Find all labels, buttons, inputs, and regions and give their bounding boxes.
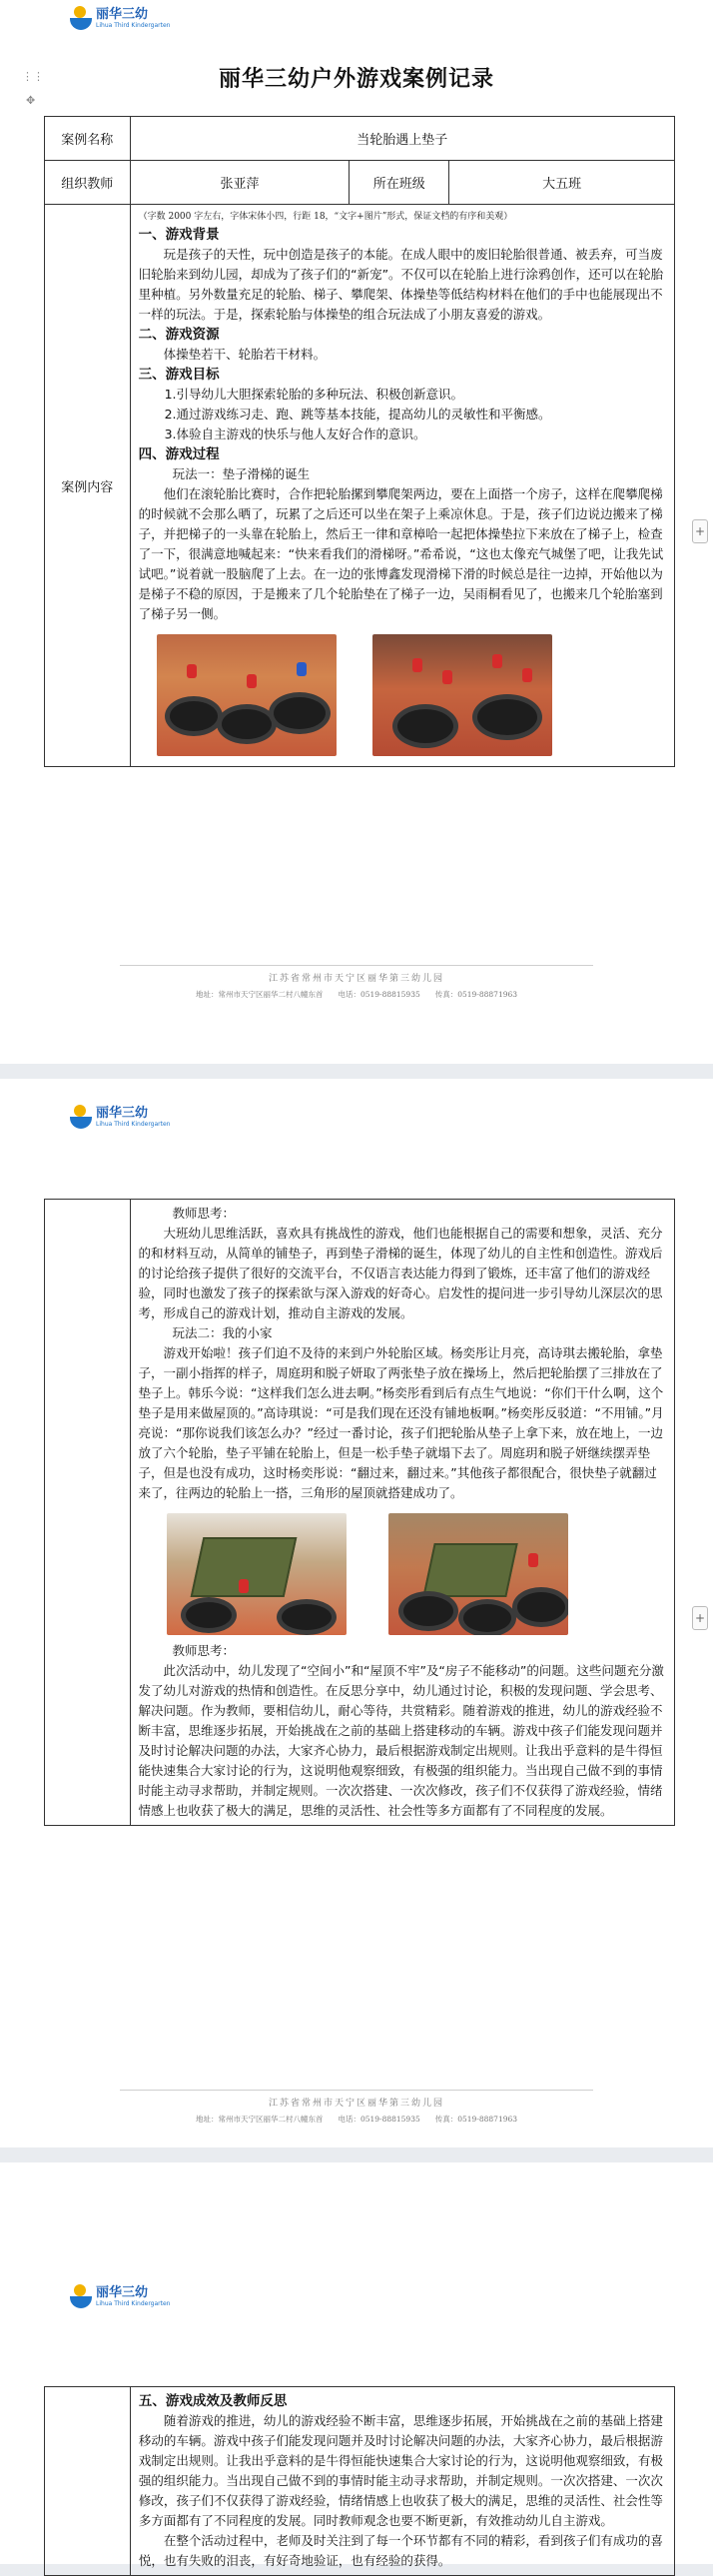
subheading: 玩法二：我的小家 xyxy=(172,1325,273,1340)
paragraph: 大班幼儿思维活跃，喜欢具有挑战性的游戏，他们也能根据自己的需要和想象，灵活、充分的和材料互动，从简单的铺垫子，再到垫子滑梯的诞生，体现了幼儿的自主性和创造性。游戏后的讨论给孩子提供了很好的交流平台，不仅语言表达能力得到了锻炼，还丰富了他们的游戏经验，同时也激发了孩子的探索欲与深入游戏的好奇心。启发性的提问进一步引导幼儿深层次的思考，形成自己的游戏计划，推动自主游戏的发展。 xyxy=(138,1226,663,1320)
teacher-value[interactable]: 张亚萍 xyxy=(130,161,350,205)
school-logo xyxy=(70,2284,170,2310)
paragraph: 玩是孩子的天性，玩中创造是孩子的本能。在成人眼中的废旧轮胎很普通、被丢弃，可当废旧轮胎来到幼儿园，却成为了孩子们的“新宠”。不仅可以在轮胎上进行涂鸦创作，还可以在轮胎里种植。另外数量充足的轮胎、梯子、攀爬架、体操垫等低结构材料在他们的手中也能展现出不一样的玩法。于是，探索轮胎与体操垫的组合玩法成了小朋友喜爱的游戏。 xyxy=(138,247,664,322)
section-heading: 二、游戏资源 xyxy=(138,327,220,343)
page-footer xyxy=(0,2096,713,2125)
photo-row xyxy=(139,1503,668,1641)
content-cell[interactable] xyxy=(130,1200,674,1826)
subheading: 教师思考： xyxy=(172,1643,236,1658)
label-cell-empty xyxy=(45,1200,131,1826)
logo-name: 丽华三幼 xyxy=(96,1106,149,1121)
document-page-2 xyxy=(0,1079,713,2147)
footer-school: 江苏省常州市天宁区丽华第三幼儿园 xyxy=(268,2099,444,2109)
document-page-3 xyxy=(0,2162,713,2568)
photo-mat-roof-1 xyxy=(167,1513,347,1635)
logo-icon xyxy=(70,1105,92,1131)
photo-tire-slide-1 xyxy=(157,634,337,756)
paragraph: 此次活动中，幼儿发现了“空间小”和“屋顶不牢”及“房子不能移动”的问题。这些问题充分激发了幼儿对游戏的热情和创造性。在反思分享中，幼儿通过讨论，积极的发现问题、学会思考、解决问题。作为教师，要相信幼儿，耐心等待，共赏精彩。随着游戏的推进，幼儿的游戏经验不断丰富，思维逐步拓展，开始挑战在之前的基础上搭建移动的车辆。游戏中孩子们能发现问题并及时讨论解决问题的办法，大家齐心协力，最后根据游戏制定出规则。让我出乎意料的是牛得恒能快速集合大家讨论的行为，这说明他观察细致，有极强的组织能力。当出现自己做不到的事情时能主动寻求帮助，并制定规则。一次次搭建、一次次修改，孩子们不仅获得了游戏经验，情绪情感上也收获了极大的满足，思维的灵活性、社会性等多方面都有了不同程度的发展。 xyxy=(138,1663,664,1818)
add-row-icon[interactable]: + xyxy=(692,1606,708,1630)
photo-mat-roof-2 xyxy=(388,1513,568,1635)
school-logo xyxy=(70,6,170,32)
document-page-1 xyxy=(0,0,713,1064)
label-cell-empty xyxy=(45,2387,131,2576)
logo-icon xyxy=(70,6,92,32)
paragraph: 在整个活动过程中，老师及时关注到了每一个环节都有不同的精彩，看到孩子们有成功的喜悦，也有失败的泪丧，有好奇地验证，也有经验的获得。 xyxy=(138,2533,663,2568)
paragraph: 他们在滚轮胎比赛时，合作把轮胎摞到攀爬架两边，要在上面搭一个房子，这样在爬攀爬梯的时候就不会那么晒了，玩累了之后还可以坐在架子上乘凉休息。于是，孩子们边说边搬来了梯子，并把梯子的一头靠在轮胎上，然后王一律和章樟哈一起把体操垫拉下来放在了梯子上，检查了一下，很满意地喊起来：“快来看我们的滑梯呀。”希希说，“这也太像充气城堡了吧，让我先试试吧。”说着就一股脑爬了上去。在一边的张博鑫发现滑梯下滑的时候总是往一边掉，开始他以为是梯子不稳的原因，于是搬来了几个轮胎垫在了梯子一边，吴雨桐看见了，也搬来几个轮胎塞到了梯子另一侧。 xyxy=(138,486,664,621)
section-heading: 五、游戏成效及教师反思 xyxy=(138,2393,288,2409)
format-note: （字数 2000 字左右，字体宋体小四，行距 18，“文字+图片”形式，保证文档的有序和美观） xyxy=(138,212,513,222)
logo-subtitle: Lihua Third Kindergarten xyxy=(96,22,171,29)
record-table-continued xyxy=(44,2386,675,2576)
page-footer xyxy=(0,971,713,1000)
teacher-label: 组织教师 xyxy=(45,161,131,205)
case-name-label: 案例名称 xyxy=(45,117,131,161)
footer-school: 江苏省常州市天宁区丽华第三幼儿园 xyxy=(268,974,444,984)
page-title: 丽华三幼户外游戏案例记录 xyxy=(218,67,494,92)
paragraph: 游戏开始啦！孩子们迫不及待的来到户外轮胎区域。杨奕彤让月亮，高诗琪去搬轮胎，拿垫子，一副小指挥的样子，周庭玥和脱子妍取了两张垫子放在操场上，然后把轮胎摆了三排放在了垫子上。韩乐今说：“这样我们怎么进去啊。”杨奕彤看到后有点生气地说：“你们干什么啊，这个垫子是用来做屋顶的。”高诗琪说：“可是我们现在还没有铺地板啊。”杨奕彤反驳道：“不用铺。”月亮说：“那你说我们该怎么办？”经过一番讨论，孩子们把轮胎从垫子上拿下来，放在地上，一边放了六个轮胎，垫子平铺在轮胎上，但是一松手垫子就塌下去了。周庭玥和脱子妍继续摆弄垫子，但是也没有成功，这时杨奕彤说：“翻过来，翻过来。”其他孩子都很配合，很快垫子就翻过来了，往两边的轮胎上一搭，三角形的屋顶就搭建成功了。 xyxy=(138,1345,664,1500)
drag-handle-icon[interactable]: ⋮⋮ xyxy=(22,70,44,83)
logo-icon xyxy=(70,2284,92,2310)
content-cell[interactable] xyxy=(130,205,674,767)
school-logo xyxy=(70,1105,170,1131)
goal-item: 3.体验自主游戏的快乐与他人友好合作的意识。 xyxy=(164,427,426,441)
subheading: 玩法一：垫子滑梯的诞生 xyxy=(172,466,311,481)
section-heading: 一、游戏背景 xyxy=(138,227,220,243)
subheading: 教师思考： xyxy=(172,1206,236,1221)
add-row-icon[interactable]: + xyxy=(692,519,708,543)
content-label: 案例内容 xyxy=(45,205,131,767)
case-name-value[interactable]: 当轮胎遇上垫子 xyxy=(130,117,674,161)
logo-name: 丽华三幼 xyxy=(96,2285,149,2300)
goal-item: 1.引导幼儿大胆探索轮胎的多种玩法、积极创新意识。 xyxy=(164,387,464,402)
photo-row xyxy=(139,624,668,762)
class-value[interactable]: 大五班 xyxy=(449,161,675,205)
section-heading: 三、游戏目标 xyxy=(138,367,220,383)
content-cell[interactable] xyxy=(130,2387,674,2576)
section-heading: 四、游戏过程 xyxy=(138,446,220,462)
record-table xyxy=(44,116,675,767)
class-label: 所在班级 xyxy=(350,161,449,205)
paragraph: 体操垫若干、轮胎若干材料。 xyxy=(163,347,327,362)
record-table-continued xyxy=(44,1199,675,1826)
footer-address: 地址：常州市天宁区丽华二村八幢东首 电话：0519-88815935 传真：0519-88871963 xyxy=(195,990,518,999)
logo-subtitle: Lihua Third Kindergarten xyxy=(96,2300,171,2307)
goal-item: 2.通过游戏练习走、跑、跳等基本技能，提高幼儿的灵敏性和平衡感。 xyxy=(164,407,551,422)
logo-subtitle: Lihua Third Kindergarten xyxy=(96,1121,171,1128)
move-handle-icon[interactable]: ✥ xyxy=(26,94,36,107)
logo-name: 丽华三幼 xyxy=(96,7,149,22)
footer-address: 地址：常州市天宁区丽华二村八幢东首 电话：0519-88815935 传真：0519-88871963 xyxy=(195,2115,518,2124)
photo-tire-slide-2 xyxy=(372,634,552,756)
paragraph: 随着游戏的推进，幼儿的游戏经验不断丰富，思维逐步拓展，开始挑战在之前的基础上搭建移动的车辆。游戏中孩子们能发现问题并及时讨论解决问题的办法，大家齐心协力，最后根据游戏制定出规则。让我出乎意料的是牛得恒能快速集合大家讨论的行为，这说明他观察细致，有极强的组织能力。当出现自己做不到的事情时能主动寻求帮助，并制定规则。一次次搭建、一次次修改，孩子们不仅获得了游戏经验，情绪情感上也收获了极大的满足，思维的灵活性、社会性等多方面都有了不同程度的发展。同时教师观念也要不断更新，有效推动幼儿自主游戏。 xyxy=(138,2413,663,2528)
